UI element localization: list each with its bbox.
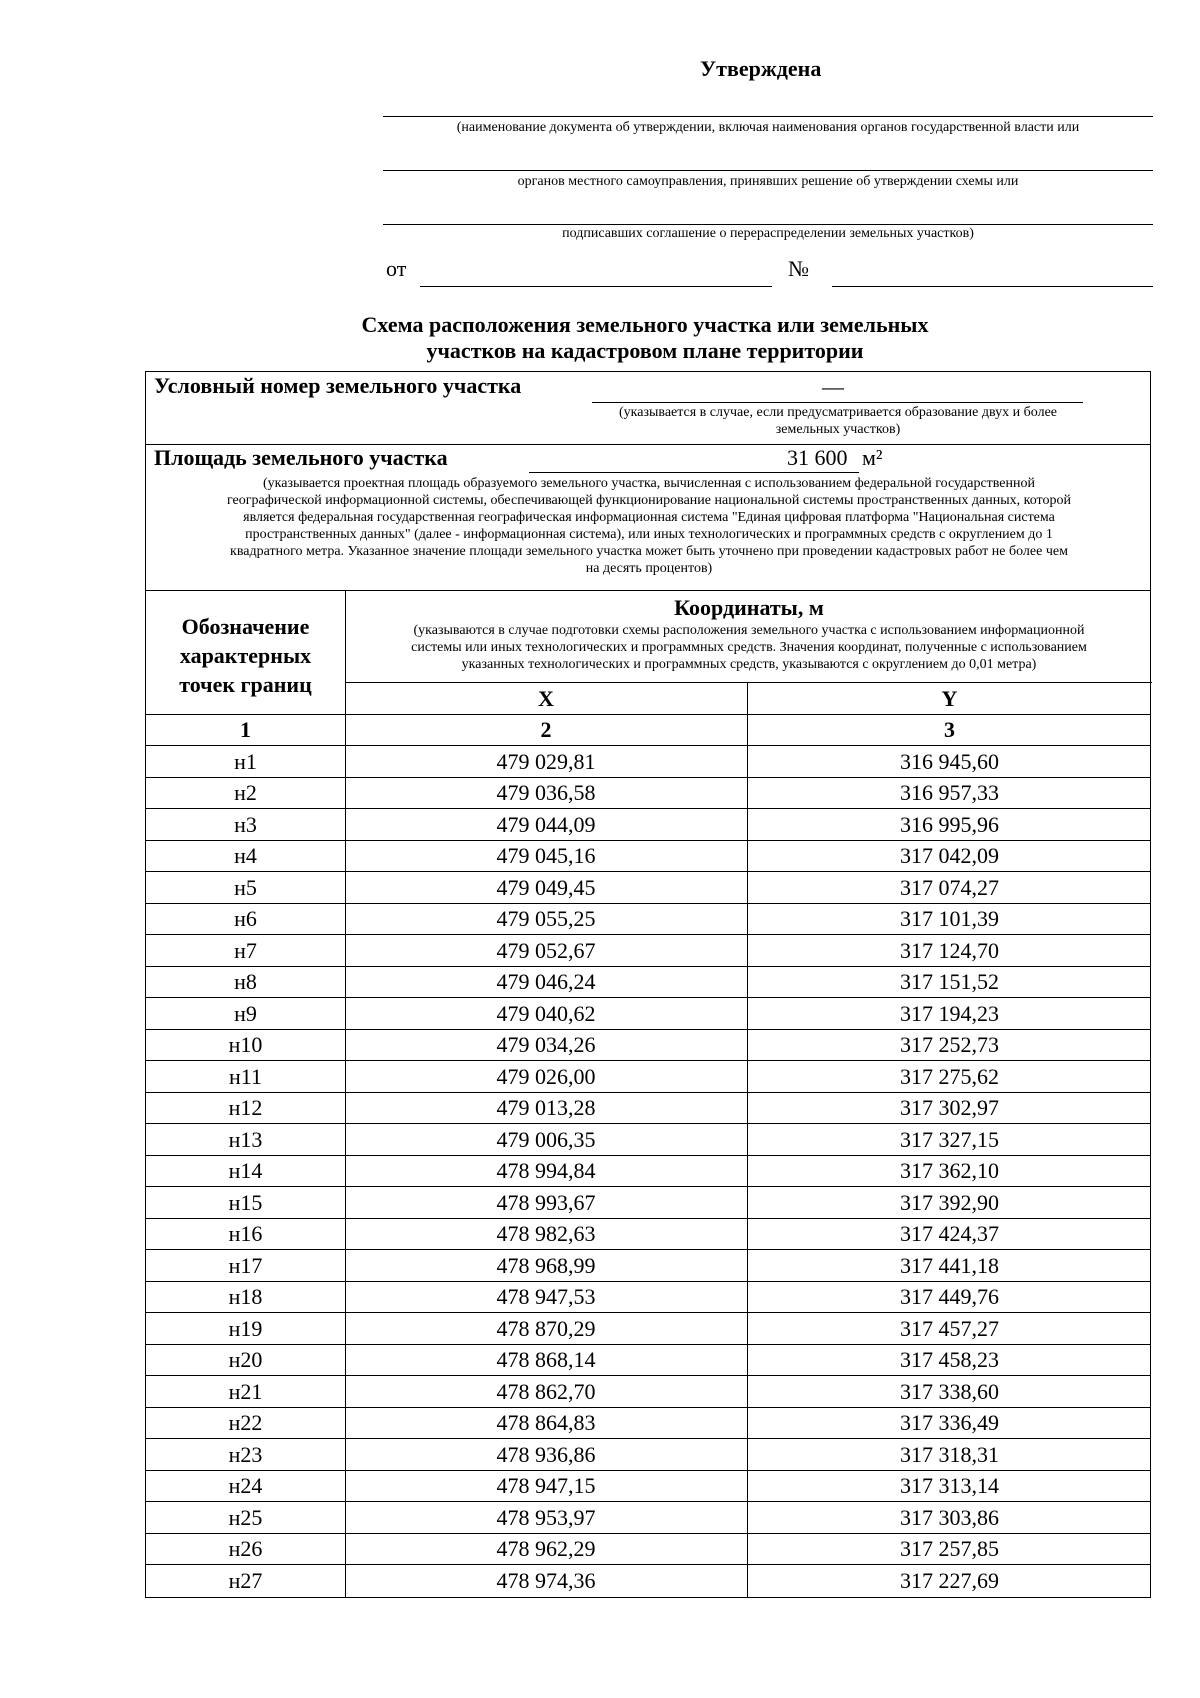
date-label: от [386, 256, 407, 281]
scheme-title [145, 312, 1145, 364]
y-value: 317 074,27 [900, 874, 999, 900]
point-label: н5 [234, 874, 257, 900]
y-value: 317 392,90 [900, 1189, 999, 1215]
x-value: 479 045,16 [496, 843, 596, 868]
approval-caption-2: органов местного самоуправления, принявших решение об утверждении схемы или [517, 174, 1019, 189]
points-header-line: точек границ [179, 672, 312, 697]
number-label: № [788, 256, 809, 281]
point-label: н26 [228, 1536, 263, 1561]
approval-caption-3: подписавших соглашение о перераспределении земельных участков) [562, 226, 974, 241]
point-label: н13 [228, 1126, 263, 1152]
x-value: 478 947,53 [496, 1284, 596, 1309]
point-label: н23 [228, 1441, 263, 1467]
y-value: 317 458,23 [900, 1347, 999, 1372]
coordinates-note [350, 622, 1148, 673]
y-value: 317 302,97 [900, 1095, 999, 1120]
x-value: 479 013,28 [496, 1095, 596, 1120]
x-value: 478 953,97 [496, 1504, 596, 1530]
coordinates-note-line: (указываются в случае подготовки схемы расположения земельного участка с использованием информационной [413, 623, 1085, 638]
y-value: 317 449,76 [900, 1284, 999, 1309]
point-label: н8 [234, 969, 257, 994]
x-value: 479 052,67 [496, 937, 596, 963]
area-line [529, 472, 859, 473]
x-value: 478 870,29 [496, 1315, 596, 1341]
x-value: 478 868,14 [496, 1347, 596, 1372]
scheme-table [145, 371, 1151, 1598]
x-value: 478 962,29 [496, 1536, 596, 1561]
coordinates-note-line: указанных технологических и программных средств, указываются с округлением до 0,01 метра) [461, 657, 1037, 672]
coordinates-title: Координаты, м [674, 595, 824, 620]
point-label: н19 [228, 1315, 263, 1341]
point-label: н15 [228, 1189, 263, 1215]
x-value: 479 036,58 [496, 780, 596, 805]
y-value: 317 441,18 [900, 1252, 999, 1278]
area-label: Площадь земельного участка [154, 445, 448, 470]
point-label: н6 [234, 906, 257, 931]
area-unit: м² [862, 445, 883, 470]
y-value: 317 457,27 [900, 1315, 999, 1341]
x-value: 479 040,62 [496, 1000, 596, 1026]
y-value: 317 151,52 [900, 969, 999, 994]
point-label: н3 [234, 811, 257, 837]
point-label: н10 [228, 1032, 263, 1057]
approval-line-3 [383, 224, 1153, 225]
y-value: 317 338,60 [900, 1378, 999, 1404]
point-label: н21 [228, 1378, 263, 1404]
point-label: н16 [228, 1221, 263, 1246]
area-note [150, 475, 1148, 577]
plot-number-value: — [822, 374, 844, 399]
area-note-line: (указывается проектная площадь образуемого земельного участка, вычисленная с использованием федеральной государственной [262, 476, 1035, 491]
y-value: 317 101,39 [900, 906, 999, 931]
x-value: 479 029,81 [496, 748, 596, 774]
point-label: н25 [228, 1504, 263, 1530]
x-value: 479 034,26 [496, 1032, 596, 1057]
y-value: 317 124,70 [900, 937, 999, 963]
area-note-line: квадратного метра. Указанное значение площади земельного участка может быть уточнено при проведении кадастровых работ не более чем [230, 544, 1068, 559]
point-label: н24 [228, 1473, 263, 1498]
plot-number-note-line-1: (указывается в случае, если предусматривается образование двух и более [618, 405, 1057, 420]
y-value: 317 303,86 [900, 1504, 999, 1530]
row-divider [146, 590, 1150, 591]
point-label: н14 [228, 1158, 263, 1183]
points-header-line: характерных [179, 643, 312, 668]
point-label: н1 [234, 748, 257, 774]
y-value: 316 945,60 [900, 748, 999, 774]
column-number-3: 3 [944, 717, 955, 742]
y-value: 317 257,85 [900, 1536, 999, 1561]
x-value: 479 044,09 [496, 811, 596, 837]
x-value: 478 974,36 [496, 1567, 596, 1593]
y-header: Y [941, 686, 958, 711]
x-value: 478 947,15 [496, 1473, 596, 1498]
plot-number-label: Условный номер земельного участка [154, 373, 522, 398]
x-value: 479 026,00 [496, 1063, 596, 1089]
y-value: 317 327,15 [900, 1126, 999, 1152]
point-label: н11 [229, 1063, 262, 1089]
plot-number-note-line-2: земельных участков) [775, 422, 901, 437]
point-label: н18 [228, 1284, 263, 1309]
point-label: н20 [228, 1347, 263, 1372]
y-value: 316 957,33 [900, 780, 999, 805]
y-value: 317 313,14 [900, 1473, 999, 1498]
area-note-line: географической информационной системы, обеспечивающей функционирование национальной системы пространственных данных, которой [227, 493, 1071, 508]
point-label: н9 [234, 1000, 257, 1026]
x-value: 479 006,35 [496, 1126, 596, 1152]
point-label: н4 [234, 843, 257, 868]
y-value: 317 042,09 [900, 843, 999, 868]
scheme-title-line-2: участков на кадастровом плане территории [426, 338, 864, 363]
y-value: 317 275,62 [900, 1063, 999, 1089]
y-value: 317 252,73 [900, 1032, 999, 1057]
point-label: н7 [234, 937, 257, 963]
approval-caption-1: (наименование документа об утверждении, включая наименования органов государственной власти или [456, 120, 1080, 135]
point-label: н2 [234, 780, 257, 805]
approved-title: Утверждена [700, 56, 822, 81]
x-value: 478 993,67 [496, 1189, 596, 1215]
area-value: 31 600 [787, 445, 848, 470]
x-value: 479 055,25 [496, 906, 596, 931]
y-value: 317 424,37 [900, 1221, 999, 1246]
plot-number-note [583, 404, 1093, 438]
x-value: 478 994,84 [496, 1158, 596, 1183]
column-number-2: 2 [540, 717, 552, 742]
x-value: 478 968,99 [496, 1252, 596, 1278]
approval-line-2 [383, 170, 1153, 171]
y-value: 317 318,31 [900, 1441, 999, 1467]
scheme-title-line-1: Схема расположения земельного участка или земельных [361, 312, 929, 337]
point-label: н17 [228, 1252, 263, 1278]
y-value: 316 995,96 [900, 811, 999, 837]
coordinates-note-line: системы или иных технологических и программных средств. Значения координат, полученные с использованием [411, 640, 1087, 655]
x-value: 478 864,83 [496, 1410, 596, 1435]
point-label: н22 [228, 1410, 263, 1435]
y-value: 317 362,10 [900, 1158, 999, 1183]
approval-line-1 [383, 116, 1153, 117]
x-value: 479 046,24 [496, 969, 596, 994]
y-value: 317 227,69 [900, 1567, 999, 1593]
x-value: 478 982,63 [496, 1221, 596, 1246]
date-line [420, 286, 772, 287]
x-value: 478 936,86 [496, 1441, 596, 1467]
area-note-line: пространственных данных" (далее - информационная система), или иных технологических и программных средств с округлением до 1 [245, 527, 1053, 542]
number-line [832, 286, 1153, 287]
y-value: 317 194,23 [900, 1000, 999, 1026]
x-value: 479 049,45 [496, 874, 596, 900]
x-value: 478 862,70 [496, 1378, 596, 1404]
points-header [146, 612, 345, 699]
area-note-line: является федеральная государственная географическая информационная система "Единая цифровая платформа "Национальная система [243, 510, 1055, 525]
column-number-1: 1 [240, 717, 251, 742]
area-note-line: на десять процентов) [585, 561, 713, 576]
points-header-line: Обозначение [181, 614, 310, 639]
point-label: н27 [228, 1567, 263, 1593]
plot-number-line [592, 402, 1083, 403]
point-label: н12 [228, 1095, 263, 1120]
y-value: 317 336,49 [900, 1410, 999, 1435]
x-header: X [538, 686, 554, 711]
